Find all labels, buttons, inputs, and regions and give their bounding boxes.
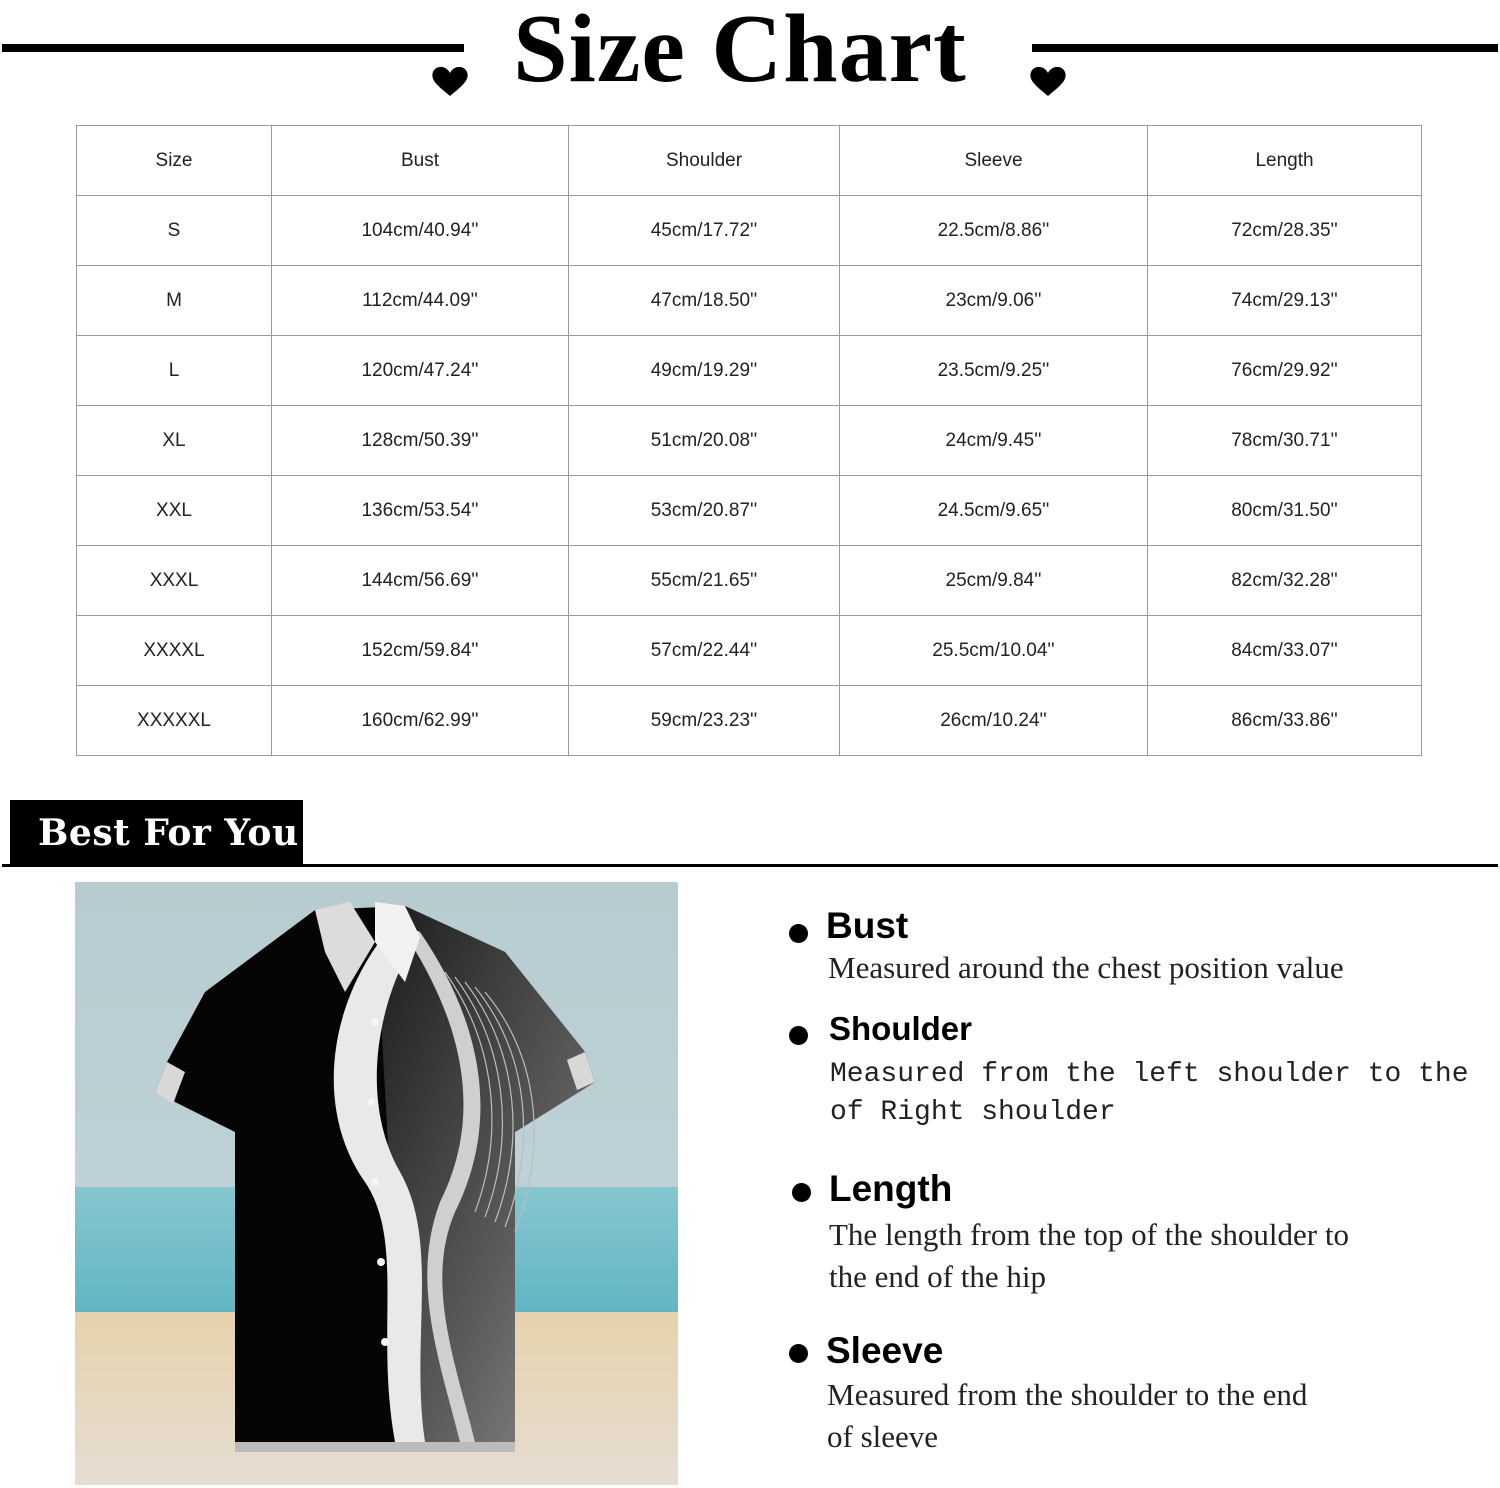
bust-cell: 160cm/62.99'': [272, 686, 569, 756]
description-title: Length: [829, 1168, 953, 1209]
table-header-row: [77, 126, 1422, 196]
shoulder-cell: 51cm/20.08'': [569, 406, 840, 476]
bust-cell: 120cm/47.24'': [272, 336, 569, 406]
table-row: [77, 686, 1422, 756]
length-cell: 86cm/33.86'': [1148, 686, 1422, 756]
size-cell: XXXXL: [77, 616, 272, 686]
column-header-bust: Bust: [272, 126, 569, 196]
size-cell: S: [77, 196, 272, 266]
shoulder-cell: 55cm/21.65'': [569, 546, 840, 616]
section-header-best-for-you: Best For You: [10, 800, 303, 864]
column-header-sleeve: Sleeve: [840, 126, 1148, 196]
bust-cell: 144cm/56.69'': [272, 546, 569, 616]
description-text: of sleeve: [827, 1419, 939, 1454]
sleeve-cell: 26cm/10.24'': [840, 686, 1148, 756]
title-banner: [0, 0, 1500, 110]
description-title: Shoulder: [829, 1010, 973, 1047]
bullet-icon: [789, 1026, 808, 1045]
shoulder-cell: 49cm/19.29'': [569, 336, 840, 406]
shoulder-cell: 59cm/23.23'': [569, 686, 840, 756]
column-header-length: Length: [1148, 126, 1422, 196]
bullet-icon: [789, 1344, 808, 1363]
table-row: [77, 266, 1422, 336]
sleeve-cell: 22.5cm/8.86'': [840, 196, 1148, 266]
title-divider-right: [1032, 44, 1498, 52]
sleeve-cell: 23.5cm/9.25'': [840, 336, 1148, 406]
sleeve-cell: 23cm/9.06'': [840, 266, 1148, 336]
shoulder-cell: 47cm/18.50'': [569, 266, 840, 336]
shoulder-cell: 45cm/17.72'': [569, 196, 840, 266]
bullet-icon: [789, 924, 808, 943]
bust-cell: 136cm/53.54'': [272, 476, 569, 546]
description-text: of Right shoulder: [830, 1097, 1116, 1128]
size-cell: M: [77, 266, 272, 336]
sleeve-cell: 25cm/9.84'': [840, 546, 1148, 616]
length-cell: 76cm/29.92'': [1148, 336, 1422, 406]
sleeve-cell: 25.5cm/10.04'': [840, 616, 1148, 686]
bust-cell: 112cm/44.09'': [272, 266, 569, 336]
description-text: The length from the top of the shoulder to: [829, 1217, 1349, 1252]
size-cell: XXL: [77, 476, 272, 546]
heart-icon: [1028, 64, 1068, 98]
description-text: Measured from the shoulder to the end: [827, 1377, 1308, 1412]
length-cell: 82cm/32.28'': [1148, 546, 1422, 616]
size-cell: L: [77, 336, 272, 406]
length-cell: 80cm/31.50'': [1148, 476, 1422, 546]
size-cell: XXXXXL: [77, 686, 272, 756]
length-cell: 78cm/30.71'': [1148, 406, 1422, 476]
shoulder-cell: 57cm/22.44'': [569, 616, 840, 686]
table-row: [77, 546, 1422, 616]
description-text: Measured around the chest position value: [828, 950, 1344, 985]
description-title: Sleeve: [826, 1330, 944, 1371]
table-row: [77, 406, 1422, 476]
size-cell: XL: [77, 406, 272, 476]
sleeve-cell: 24cm/9.45'': [840, 406, 1148, 476]
size-chart-table: [76, 125, 1422, 756]
heart-icon: [430, 64, 470, 98]
table-row: [77, 336, 1422, 406]
table-row: [77, 476, 1422, 546]
section-divider: [2, 864, 1498, 867]
shirt-photo: [75, 882, 678, 1485]
bullet-icon: [792, 1183, 811, 1202]
length-cell: 74cm/29.13'': [1148, 266, 1422, 336]
description-text: the end of the hip: [829, 1259, 1046, 1294]
page-title: Size Chart: [513, 0, 967, 103]
bust-cell: 152cm/59.84'': [272, 616, 569, 686]
column-header-size: Size: [77, 126, 272, 196]
title-divider-left: [2, 44, 464, 52]
length-cell: 84cm/33.07'': [1148, 616, 1422, 686]
description-text: Measured from the left shoulder to the: [830, 1059, 1469, 1090]
description-title: Bust: [826, 905, 909, 946]
shoulder-cell: 53cm/20.87'': [569, 476, 840, 546]
bust-cell: 104cm/40.94'': [272, 196, 569, 266]
length-cell: 72cm/28.35'': [1148, 196, 1422, 266]
column-header-shoulder: Shoulder: [569, 126, 840, 196]
table-row: [77, 616, 1422, 686]
bust-cell: 128cm/50.39'': [272, 406, 569, 476]
sleeve-cell: 24.5cm/9.65'': [840, 476, 1148, 546]
size-cell: XXXL: [77, 546, 272, 616]
table-row: [77, 196, 1422, 266]
